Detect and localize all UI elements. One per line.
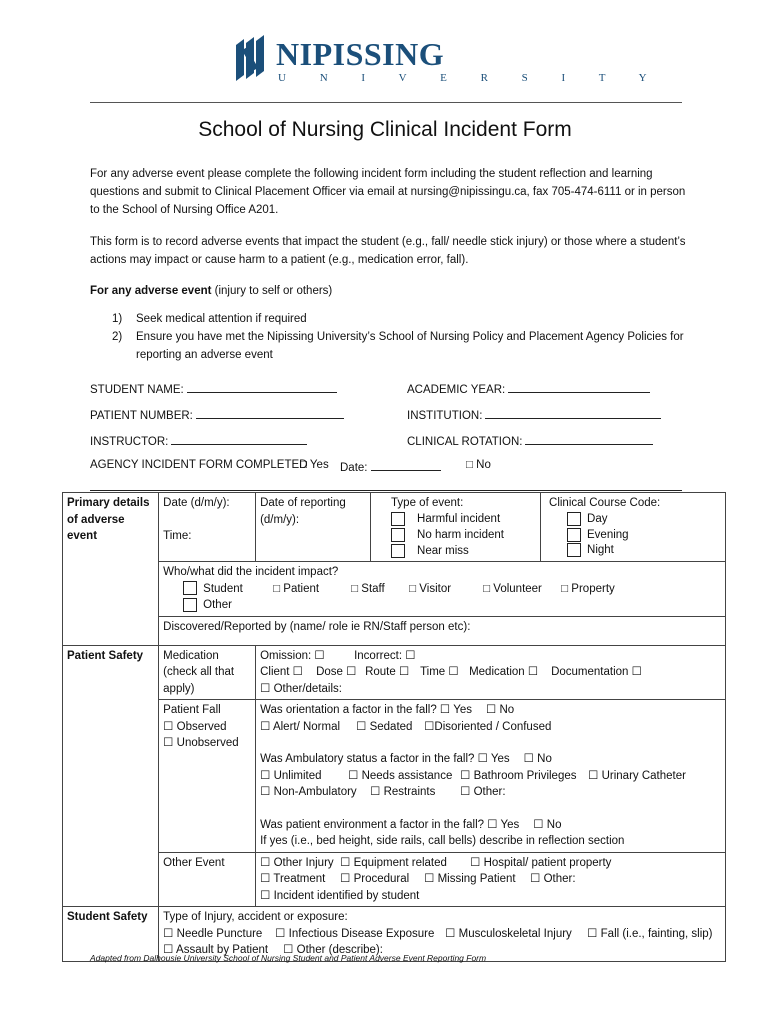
impact-row	[63, 562, 726, 617]
patient-number-field[interactable]	[90, 407, 344, 422]
med-error-types	[260, 664, 721, 681]
other-impact-option[interactable]	[163, 597, 721, 614]
catheter-checkbox[interactable]: ☐ Urinary Catheter	[588, 769, 686, 782]
patient-fall-label-cell	[159, 700, 256, 853]
non-ambulatory-checkbox[interactable]: ☐ Non-Ambulatory	[260, 786, 357, 798]
intro-paragraph-2: This form is to record adverse events that impact the student (e.g., fall/ needle stick injury) or those where a student’s actions may impact or cause harm to a patient (e.g., medication error, fall).	[90, 236, 686, 266]
visitor-impact-checkbox[interactable]: □ Visitor	[409, 582, 452, 595]
night-option[interactable]	[545, 543, 721, 558]
evening-checkbox[interactable]	[567, 528, 581, 542]
environment-no-checkbox[interactable]: ☐ No	[533, 818, 562, 831]
discovered-row	[63, 616, 726, 645]
university-logo-icon	[232, 35, 272, 83]
near-miss-label: Near miss	[417, 544, 469, 557]
near-miss-option[interactable]	[391, 544, 536, 559]
infectious-disease-checkbox[interactable]: ☐ Infectious Disease Exposure	[275, 927, 435, 940]
agency-date-label: Date:	[340, 462, 368, 474]
harmful-checkbox[interactable]	[391, 512, 405, 526]
intro-paragraph-1: For any adverse event please complete the following incident form including the student reflection and learning questions and submit to Clinical Placement Officer via email at nursing@nipissingu.ca, fax 705-474-6111 or in person to the School of Nursing Office A201.	[90, 168, 686, 216]
medication-options-cell	[256, 645, 726, 700]
harmful-option[interactable]	[391, 512, 536, 527]
missing-patient-checkbox[interactable]: ☐ Missing Patient	[424, 873, 516, 885]
academic-year-line[interactable]	[508, 381, 650, 393]
footer-note: Adapted from Dalhousie University School of Nursing Student and Patient Adverse Event Reporting Form	[90, 953, 487, 963]
type-event-cell	[371, 493, 541, 562]
day-checkbox[interactable]	[567, 512, 581, 526]
student-impact-checkbox[interactable]	[183, 581, 197, 595]
page-title: School of Nursing Clinical Incident Form	[198, 118, 572, 141]
identified-by-student-checkbox[interactable]: ☐ Incident identified by student	[260, 889, 420, 902]
date-cell[interactable]	[159, 493, 256, 562]
day-option[interactable]	[545, 512, 721, 527]
property-impact-checkbox[interactable]: □ Property	[561, 582, 615, 595]
ambulatory-question[interactable]: Was Ambulatory status a factor in the fall? ☐ Yes	[260, 753, 510, 765]
patient-fall-label: Patient Fall	[163, 704, 221, 716]
ambulatory-no-checkbox[interactable]: ☐ No	[523, 753, 552, 765]
institution-line[interactable]	[485, 407, 661, 419]
agency-yes-checkbox[interactable]: □ Yes	[300, 459, 329, 471]
primary-details-label: Primary details of adverse event	[63, 493, 159, 646]
ambulatory-line	[260, 751, 721, 768]
date-reporting-cell[interactable]: Date of reporting (d/m/y):	[256, 493, 371, 562]
logo-subtitle: U N I V E R S I T Y	[278, 72, 663, 84]
course-code-label: Clinical Course Code:	[549, 497, 661, 509]
orientation-no-checkbox[interactable]: ☐ No	[485, 704, 515, 716]
unobserved-checkbox[interactable]: ☐ Unobserved	[163, 737, 239, 749]
restraints-checkbox[interactable]: ☐ Restraints	[370, 786, 436, 798]
list-item-1: Seek medical attention if required	[136, 313, 307, 325]
other-describe-checkbox[interactable]: ☐ Other (describe):	[283, 944, 383, 956]
evening-label: Evening	[587, 528, 629, 541]
patient-impact-checkbox[interactable]: □ Patient	[273, 582, 320, 595]
instructor-label: INSTRUCTOR:	[90, 436, 169, 448]
day-label: Day	[587, 512, 608, 525]
time-checkbox[interactable]: Time ☐	[420, 666, 459, 678]
institution-label: INSTITUTION:	[407, 410, 483, 422]
incorrect-checkbox[interactable]: Incorrect: ☐	[354, 649, 416, 662]
fields-divider	[90, 490, 682, 491]
adverse-event-rest: (injury to self or others)	[211, 285, 333, 297]
staff-impact-checkbox[interactable]: □ Staff	[351, 582, 385, 595]
route-checkbox[interactable]: Route ☐	[365, 666, 410, 678]
patient-fall-row	[63, 700, 726, 853]
other-event-row	[63, 852, 726, 907]
discovered-cell[interactable]: Discovered/Reported by (name/ role ie RN/Staff person etc):	[159, 616, 726, 645]
adverse-event-heading	[90, 282, 690, 300]
hospital-property-checkbox[interactable]: ☐ Hospital/ patient property	[470, 856, 612, 869]
patient-number-line[interactable]	[196, 407, 344, 419]
near-miss-checkbox[interactable]	[391, 544, 405, 558]
procedural-checkbox[interactable]: ☐ Procedural	[340, 873, 410, 885]
academic-year-label: ACADEMIC YEAR:	[407, 384, 506, 396]
clinical-rotation-field[interactable]	[407, 433, 653, 448]
other-event-options-2	[260, 871, 721, 888]
institution-field[interactable]	[407, 407, 661, 422]
time-label: Time:	[163, 529, 192, 542]
other-injury-checkbox[interactable]: ☐ Other Injury	[260, 856, 334, 869]
apply-label: apply)	[163, 682, 195, 695]
impact-options	[163, 581, 721, 598]
if-yes-note: If yes (i.e., bed height, side rails, call bells) describe in reflection section	[260, 835, 625, 847]
other-details-checkbox[interactable]: ☐ Other/details:	[260, 682, 342, 695]
musculoskeletal-checkbox[interactable]: ☐ Musculoskeletal Injury	[445, 927, 572, 940]
bathroom-checkbox[interactable]: ☐ Bathroom Privileges	[460, 769, 577, 782]
check-all-label: (check all that	[163, 666, 235, 678]
other-impact-checkbox[interactable]	[183, 598, 197, 612]
disoriented-checkbox[interactable]: ☐Disoriented / Confused	[424, 720, 552, 733]
ambulatory-options-2	[260, 784, 721, 801]
other-event-options-1	[260, 855, 721, 872]
treatment-checkbox[interactable]: ☐ Treatment	[260, 873, 326, 885]
dose-checkbox[interactable]: Dose ☐	[316, 666, 357, 678]
agency-form-label: AGENCY INCIDENT FORM COMPLETED	[90, 459, 308, 471]
orientation-options	[260, 719, 721, 736]
medication-checkbox[interactable]: Medication ☐	[469, 666, 539, 678]
clinical-rotation-label: CLINICAL ROTATION:	[407, 436, 523, 448]
primary-details-row	[63, 493, 726, 562]
list-item-2-cont: reporting an adverse event	[136, 349, 273, 361]
volunteer-impact-checkbox[interactable]: □ Volunteer	[483, 582, 542, 595]
no-harm-option[interactable]	[391, 527, 536, 544]
list-num-1: 1)	[112, 313, 123, 325]
header-divider	[90, 102, 682, 103]
instructor-field[interactable]	[90, 433, 307, 448]
student-impact-label: Student	[203, 582, 243, 595]
patient-number-label: PATIENT NUMBER:	[90, 410, 193, 422]
agency-date-field[interactable]	[340, 459, 441, 474]
night-checkbox[interactable]	[567, 543, 581, 557]
ambulatory-options-1	[260, 768, 721, 785]
omission-line	[260, 648, 721, 665]
impact-cell	[159, 562, 726, 617]
client-checkbox[interactable]: Client ☐	[260, 666, 303, 678]
omission-checkbox[interactable]: Omission: ☐	[260, 649, 325, 662]
date-dmy-label: Date (d/m/y):	[163, 497, 230, 509]
who-what-label: Who/what did the incident impact?	[163, 566, 339, 578]
student-name-line[interactable]	[187, 381, 337, 393]
environment-line	[260, 817, 721, 834]
clinical-rotation-line[interactable]	[525, 433, 653, 445]
course-code-cell	[541, 493, 726, 562]
observed-checkbox[interactable]: ☐ Observed	[163, 720, 227, 733]
other-event-options-cell	[256, 852, 726, 907]
student-name-field[interactable]	[90, 381, 337, 396]
other-impact-label: Other	[203, 599, 232, 611]
type-injury-label: Type of Injury, accident or exposure:	[163, 911, 348, 923]
harmful-label: Harmful incident	[417, 512, 501, 525]
academic-year-field[interactable]	[407, 381, 650, 396]
other-ambulatory-checkbox[interactable]: ☐ Other:	[460, 786, 506, 798]
student-safety-label: Student Safety	[63, 907, 159, 962]
assault-checkbox[interactable]: ☐ Assault by Patient	[163, 944, 269, 956]
patient-safety-label: Patient Safety	[63, 645, 159, 907]
fall-checkbox[interactable]: ☐ Fall (i.e., fainting, slip)	[587, 927, 713, 940]
needle-puncture-checkbox[interactable]: ☐ Needle Puncture	[163, 927, 263, 940]
night-label: Night	[587, 543, 614, 556]
no-harm-label: No harm incident	[417, 528, 504, 541]
agency-date-line[interactable]	[371, 459, 441, 471]
orientation-question[interactable]: Was orientation a factor in the fall? ☐ Yes	[260, 704, 472, 716]
evening-option[interactable]	[545, 527, 721, 543]
injury-options-1	[163, 926, 721, 943]
needs-assistance-checkbox[interactable]: ☐ Needs assistance	[348, 769, 453, 782]
medication-label-cell	[159, 645, 256, 700]
agency-no-checkbox[interactable]: □ No	[466, 459, 491, 471]
environment-question[interactable]: Was patient environment a factor in the fall? ☐ Yes	[260, 818, 520, 831]
orientation-line	[260, 702, 721, 719]
no-harm-checkbox[interactable]	[391, 528, 405, 542]
instructor-line[interactable]	[171, 433, 307, 445]
sedated-checkbox[interactable]: ☐ Sedated	[356, 720, 413, 733]
medication-row	[63, 645, 726, 700]
patient-fall-options-cell	[256, 700, 726, 853]
alert-checkbox[interactable]: ☐ Alert/ Normal	[260, 720, 341, 733]
incident-table	[62, 492, 726, 962]
student-name-label: STUDENT NAME:	[90, 384, 184, 396]
list-item-2: Ensure you have met the Nipissing University’s School of Nursing Policy and Placement Agency Policies for	[136, 331, 684, 343]
adverse-event-bold: For any adverse event	[90, 285, 212, 297]
other-event-label: Other Event	[159, 852, 256, 907]
type-event-label: Type of event:	[391, 497, 464, 509]
medication-label: Medication	[163, 649, 219, 662]
unlimited-checkbox[interactable]: ☐ Unlimited	[260, 769, 322, 782]
documentation-checkbox[interactable]: Documentation ☐	[551, 666, 642, 678]
equipment-checkbox[interactable]: ☐ Equipment related	[340, 856, 447, 869]
logo-name: NIPISSING	[276, 36, 445, 72]
list-num-2: 2)	[112, 331, 123, 343]
other-event-checkbox[interactable]: ☐ Other:	[530, 873, 576, 885]
